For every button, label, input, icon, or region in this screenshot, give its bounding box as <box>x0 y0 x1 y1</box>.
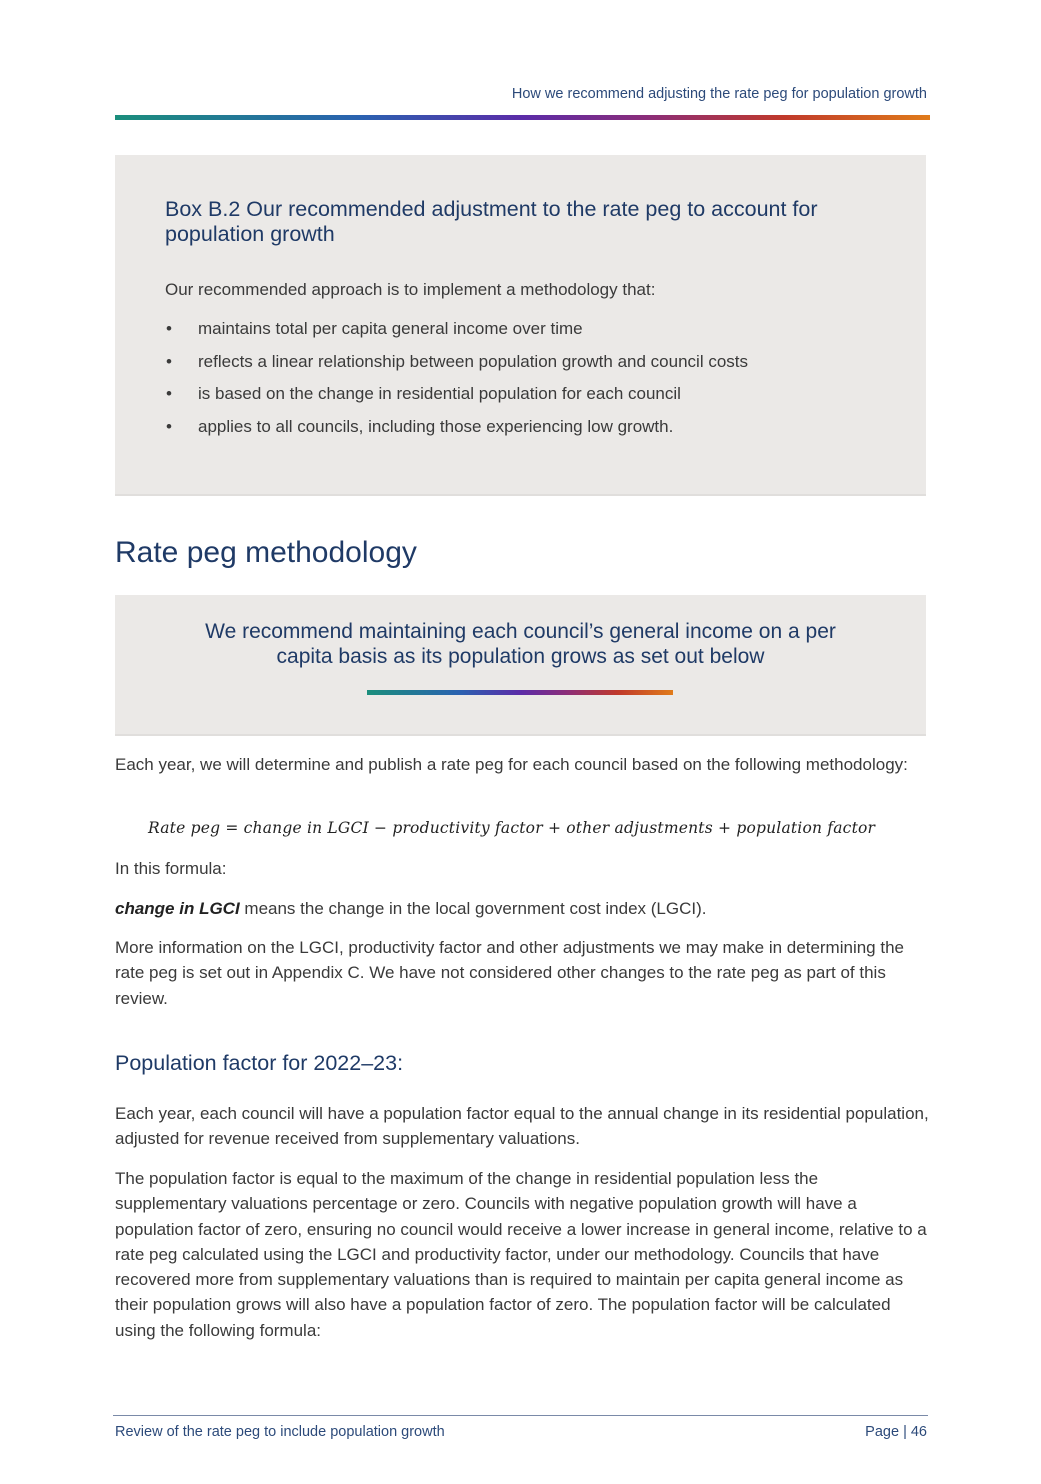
running-header: How we recommend adjusting the rate peg for population growth <box>511 86 927 102</box>
rate-peg-formula: Rate peg = change in LGCI − productivity factor + other adjustments + population factor <box>148 819 876 837</box>
more-info-paragraph: More information on the LGCI, productivity factor and other adjustments we may make in determining the rate peg is set out in Appendix C. We have not considered other changes to the rate peg as part of this review. <box>115 938 904 1008</box>
callout-gradient-rule <box>367 690 673 695</box>
bullet-icon: • <box>166 416 172 436</box>
list-item: • maintains total per capita general income over time <box>165 315 748 348</box>
box-b2-intro: Our recommended approach is to implement a methodology that: <box>165 280 656 299</box>
list-item: • reflects a linear relationship between population growth and council costs <box>165 348 748 381</box>
bullet-icon: • <box>166 351 172 371</box>
footer-document-title: Review of the rate peg to include population growth <box>115 1424 445 1440</box>
formula-intro: In this formula: <box>115 859 227 878</box>
term-change-in-lgci: change in LGCI <box>115 899 240 918</box>
page-number: Page | 46 <box>865 1424 927 1440</box>
header-gradient-rule <box>115 115 930 120</box>
callout-box <box>115 595 926 736</box>
population-factor-detail: The population factor is equal to the maximum of the change in residential population less the supplementary valuations percentage or zero. Councils with negative population growth will have a population factor of zero, ensuring no council would receive a lower increase in general income, relative to a rate peg calculated using the LGCI and productivity factor, under our methodology. Councils that have recovered more from supplementary valuations than is required to maintain per capita general income as their population grows will also have a population factor of zero. The population factor will be calculated using the following formula: <box>115 1169 927 1340</box>
callout-text: We recommend maintaining each council’s general income on a per capita basis as its population grows as set out below <box>205 620 836 668</box>
box-b2-bullet-list <box>165 315 748 445</box>
section-heading: Rate peg methodology <box>115 536 417 569</box>
list-item: • applies to all councils, including those experiencing low growth. <box>165 413 748 446</box>
population-factor-intro: Each year, each council will have a population factor equal to the annual change in its residential population, adjusted for revenue received from supplementary valuations. <box>115 1104 929 1149</box>
bullet-icon: • <box>166 319 172 338</box>
subsection-heading: Population factor for 2022–23: <box>115 1051 404 1075</box>
list-item: • is based on the change in residential population for each council <box>165 380 748 413</box>
bullet-icon: • <box>166 384 172 403</box>
lgci-definition: change in LGCI means the change in the local government cost index (LGCI). <box>115 899 707 918</box>
box-b2 <box>115 155 926 496</box>
methodology-intro: Each year, we will determine and publish a rate peg for each council based on the following methodology: <box>115 755 908 774</box>
box-b2-title: Box B.2 Our recommended adjustment to the rate peg to account for population growth <box>165 197 818 246</box>
footer-rule <box>113 1415 928 1416</box>
